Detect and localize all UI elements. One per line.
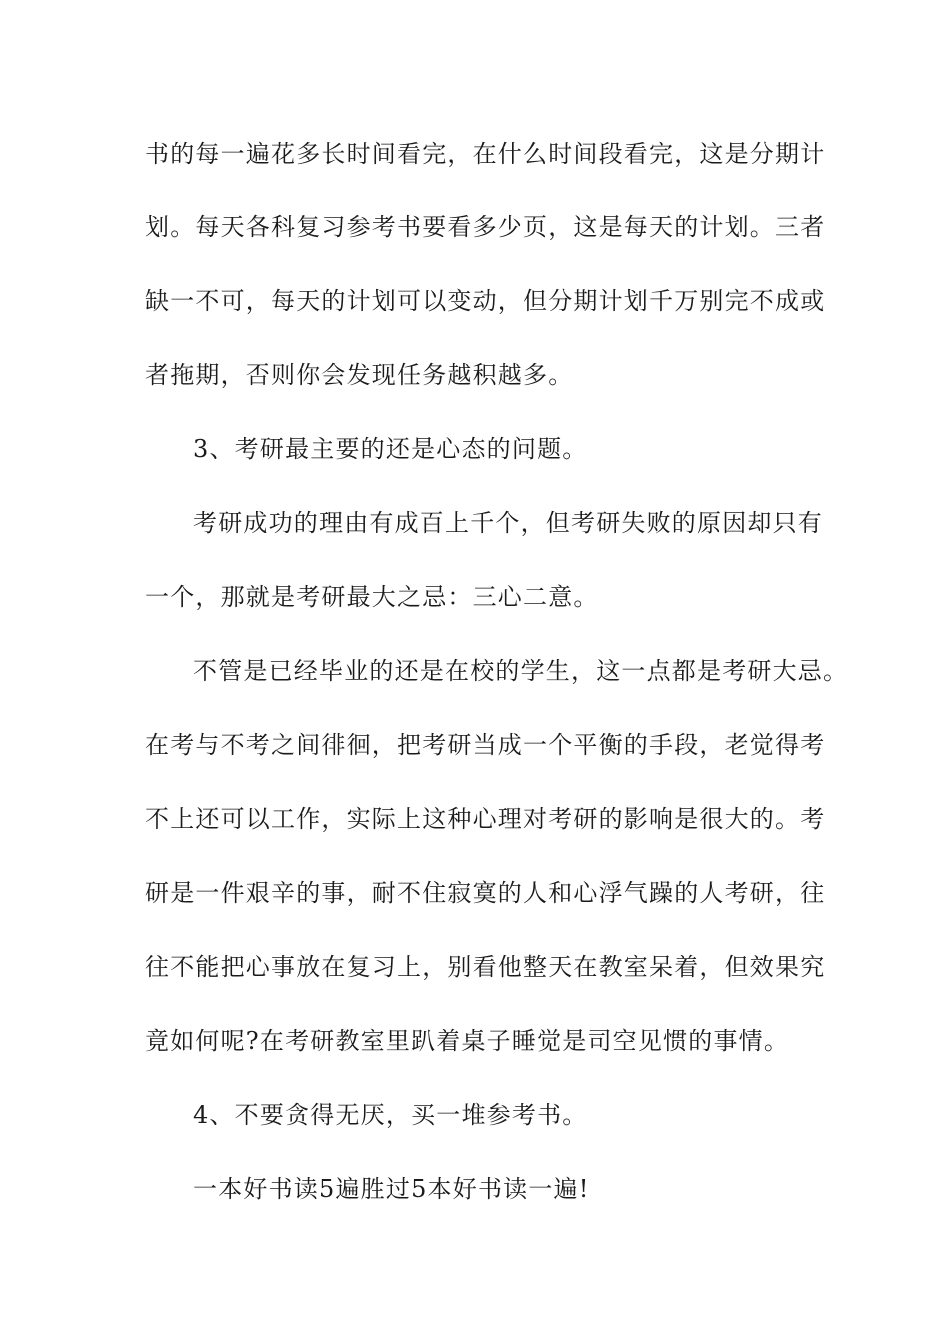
text-line: 在考与不考之间徘徊，把考研当成一个平衡的手段，老觉得考 bbox=[145, 731, 826, 759]
text-line: 竟如何呢?在考研教室里趴着桌子睡觉是司空见惯的事情。 bbox=[145, 1027, 790, 1055]
text-line: 者拖期，否则你会发现任务越积越多。 bbox=[145, 361, 574, 389]
text-line: 研是一件艰辛的事，耐不住寂寞的人和心浮气躁的人考研，往 bbox=[145, 879, 826, 907]
section-heading: 3、考研最主要的还是心态的问题。 bbox=[193, 435, 588, 463]
text-line: 缺一不可，每天的计划可以变动，但分期计划千万别完不成或 bbox=[145, 287, 826, 315]
text-line: 考研成功的理由有成百上千个，但考研失败的原因却只有 bbox=[193, 509, 823, 537]
text-line: 往不能把心事放在复习上，别看他整天在教室呆着，但效果究 bbox=[145, 953, 826, 981]
text-line: 划。每天各科复习参考书要看多少页，这是每天的计划。三者 bbox=[145, 213, 826, 241]
section-heading: 4、不要贪得无厌，买一堆参考书。 bbox=[193, 1101, 588, 1129]
text-line: 书的每一遍花多长时间看完，在什么时间段看完，这是分期计 bbox=[145, 140, 826, 168]
text-line: 不管是已经毕业的还是在校的学生，这一点都是考研大忌。 bbox=[193, 657, 849, 685]
text-line: 一个，那就是考研最大之忌：三心二意。 bbox=[145, 583, 599, 611]
text-line: 一本好书读5遍胜过5本好书读一遍! bbox=[193, 1175, 590, 1203]
text-line: 不上还可以工作，实际上这种心理对考研的影响是很大的。考 bbox=[145, 805, 826, 833]
